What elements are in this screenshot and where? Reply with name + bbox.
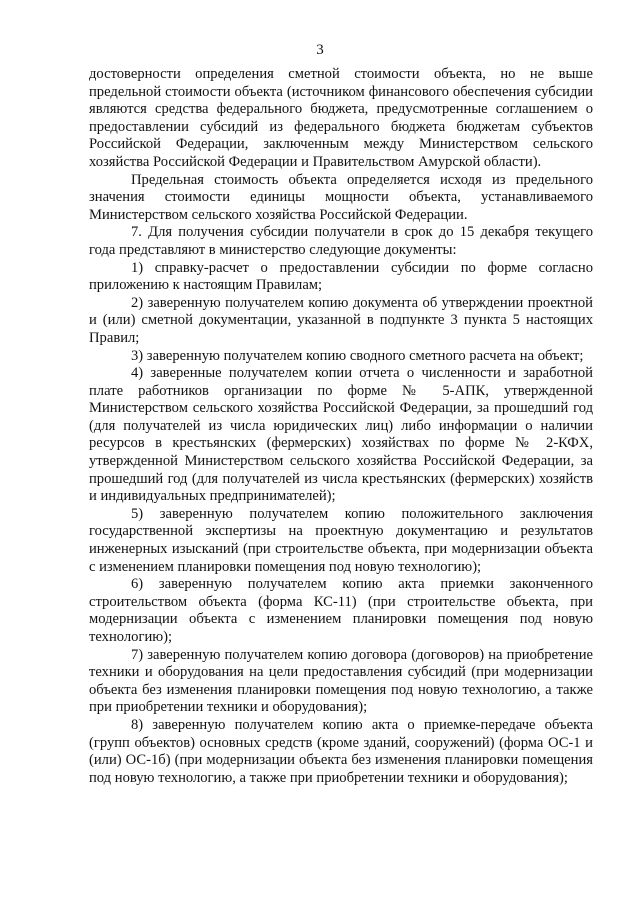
page-number: 3 — [316, 42, 324, 58]
list-item-8: 8) заверенную получателем копию акта о приемке-передаче объекта (групп объектов) основных средств (кроме зданий, сооружений) (форма ОС-1 и (или) ОС-1б) (при модернизации объекта без изменения планировки помещения под новую технологию, а также при приобретении техники и оборудования); — [89, 716, 593, 786]
list-item-3: 3) заверенную получателем копию сводного сметного расчета на объект; — [131, 347, 584, 364]
list-item-2: 2) заверенную получателем копию документа об утверждении проектной и (или) сметной документации, указанной в подпункте 3 пункта 5 настоящих Правил; — [89, 294, 593, 346]
list-item-1: 1) справку-расчет о предоставлении субсидии по форме согласно приложению к настоящим Правилам; — [89, 259, 593, 294]
list-item-6: 6) заверенную получателем копию акта приемки законченного строительством объекта (форма КС-11) (при строительстве объекта, при модернизации объекта с изменением планировки помещения под новую технологию); — [89, 576, 593, 645]
list-item-4: 4) заверенные получателем копии отчета о численности и заработной плате работников организации по форме № 5-АПК, утвержденной Министерством сельского хозяйства Российской Федерации, за прошедший год (для получателей из числа юридических лиц) либо информации о наличии ресурсов в крестьянских (фермерских) хозяйствах по форме № 2-КФХ, утвержденной Министерством сельского хозяйства Российской Федерации, за прошедший год (для получателей из числа крестьянских (фермерских) хозяйств и индивидуальных предпринимателей); — [89, 365, 593, 505]
list-item-7: 7) заверенную получателем копию договора (договоров) на приобретение техники и оборудования на цели предоставления субсидий (при модернизации объекта без изменения планировки помещения под новую технологию, а также при приобретении техники и оборудования); — [89, 646, 593, 716]
paragraph-item-7: 7. Для получения субсидии получатели в срок до 15 декабря текущего года представляют в министерство следующие документы: — [89, 224, 593, 258]
list-item-5: 5) заверенную получателем копию положительного заключения государственной экспертизы на проектную документацию и результатов инженерных изысканий (при строительстве объекта, при модернизации объекта с изменением планировки помещения под новую технологию); — [89, 505, 593, 575]
paragraph-max-cost: Предельная стоимость объекта определяется исходя из предельного значения стоимости единицы мощности объекта, устанавливаемого Министерством сельского хозяйства Российской Федерации. — [89, 171, 593, 223]
paragraph-continuation: достоверности определения сметной стоимости объекта, но не выше предельной стоимости объекта (источником финансового обеспечения субсидии являются средства федерального бюджета, предусмотренные соглашением о предоставлении субсидий из федерального бюджета бюджетам субъектов Российской Федерации, заключенным между Министерством сельского хозяйства Российской Федерации и Правительством Амурской области). — [89, 66, 593, 170]
document-body — [89, 66, 593, 787]
